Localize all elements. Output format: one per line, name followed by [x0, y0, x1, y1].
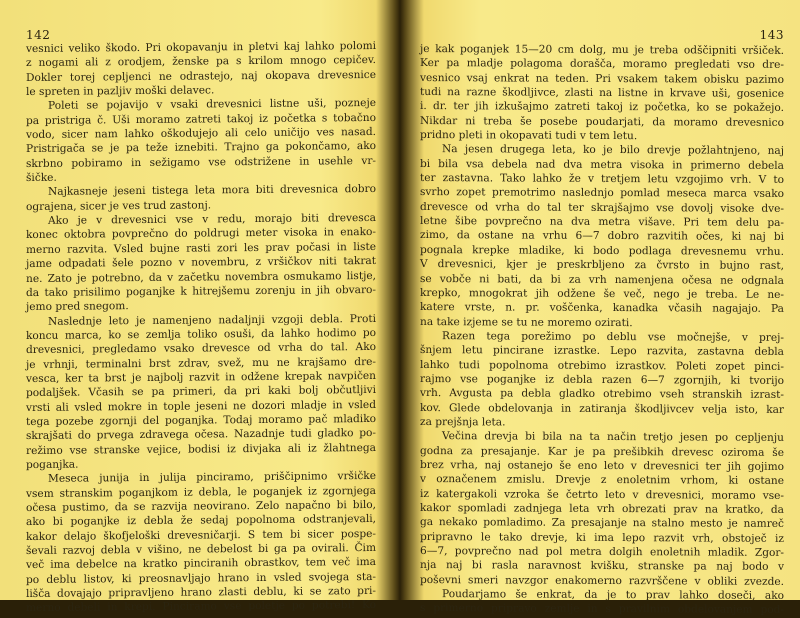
- text-line: poganjka.: [26, 458, 79, 471]
- text-line: konec oktobra povprečno do poldrugi meter visoka in enako-: [26, 226, 376, 242]
- text-line: pripravno le tako drevje, ki ima lepo razvit vrh, obstoječ iz: [420, 530, 784, 545]
- text-line: vesnico vsaj enkrat na teden. Pri vsakem takem obisku pazimo: [420, 71, 784, 86]
- text-line: kov. Glede obdelovanja in zatiranja škodljivcev velja isto, kar: [420, 401, 784, 416]
- text-line: Na jesen drugega leta, ko je bilo drevje požlahtnjeno, naj: [442, 143, 784, 158]
- text-line: s primerno pripravo zemlje in s pravilnim obdelovanjem pod-: [420, 602, 784, 617]
- text-line: podaljšek. Včasih se pa primeri, da pri kaki bolj občutljivi: [26, 384, 376, 400]
- text-line: Ako je v drevesnici vse v redu, morajo biti drevesca: [48, 212, 376, 227]
- right-page: [406, 0, 800, 617]
- left-page-text: [26, 39, 376, 616]
- text-line: iz katergakoli vzroka še četrto leto v drevesnici, moramo vse-: [420, 487, 784, 502]
- text-line: vesca, ker ta brst je najbolj razvit in odžene krepak navpičen: [26, 369, 376, 385]
- text-line: ne. Zato je potrebno, da v začetku novembra osmukamo listje,: [26, 269, 376, 285]
- text-line: jemo pred snegom.: [26, 300, 129, 314]
- text-line: jame odpadati šele pozno v novembru, z vršičkov niti takrat: [26, 255, 376, 271]
- text-line: kakor spomladi zadnjega leta vrh obrezati prav na kratko, da: [420, 502, 784, 516]
- text-line: Dokler torej cepljenci ne odrastejo, naj okopava drevesnice: [26, 68, 376, 84]
- text-line: očesa pustimo, da se razvija neovirano. Zelo napačno bi bilo,: [26, 498, 376, 514]
- text-line: brez vrha, naj ostanejo še eno leto v drevesnici ter jih gojimo: [420, 458, 784, 473]
- text-line: svrho zopet premotrimo naslednjo pomlad meseca marca vsako: [420, 186, 784, 201]
- text-line: Ker pa mladje polagoma dorašča, moramo pregledati vso dre-: [420, 57, 784, 72]
- text-line: rajmo vse poganjke iz debla razen 6—7 zgornjih, ki tvorijo: [420, 372, 784, 387]
- text-line: lišča dovajajo pripravljeno hrano zlasti deblu, ki se zato pri-: [26, 585, 376, 601]
- text-line: godna za presajanje. Kar je pa prešibkih drevesc oziroma še: [420, 444, 784, 459]
- left-page: [0, 0, 392, 615]
- text-line: vrh. Avgusta pa debla gladko otrebimo vseh stranskih izrast-: [420, 387, 784, 402]
- text-line: lahko tudi popolnoma otrebimo izrastkov. Poleti zopet pinci-: [420, 358, 784, 373]
- text-line: ter zastavna. Tako lahko že v tretjem letu vzgojimo vrh. V to: [420, 172, 784, 186]
- text-line: i. dr. ter jih izkušajmo zatreti takoj iz početka, ko se pokažejo.: [420, 100, 784, 115]
- text-line: pa pristriga č. Uši moramo zatreti takoj iz početka s tobačno: [26, 111, 376, 127]
- text-line: krepko, mnogokrat jih odžene še več, nego je treba. Le ne-: [420, 286, 784, 301]
- text-line: Nikdar ni treba še posebe poudarjati, da moramo drevesnico: [420, 114, 784, 129]
- text-line: na take izjeme se tu ne moremo ozirati.: [420, 315, 633, 329]
- text-line: tega pozebe zgornji del poganjka. Todaj moramo pač mladiko: [26, 412, 376, 428]
- text-line: zimo, da ostane na vrhu 6—7 dobro razvitih očes, ki naj bi: [420, 229, 784, 244]
- text-line: več ima debelce na kratko pinciranih obrastkov, tem več ima: [26, 556, 376, 572]
- text-line: Poleti se pojavijo v vsaki drevesnici listne uši, pozneje: [48, 97, 376, 113]
- text-line: 6—7, povprečno nad pol metra dolgih enoletnih mladik. Zgor-: [420, 545, 784, 559]
- text-line: režimo vse stranske vejice, bodisi iz divjaka ali iz žlahtnega: [26, 441, 376, 457]
- text-line: šnjem letu pincirane izrastke. Lepo razvita, zastavna debla: [420, 344, 784, 359]
- text-line: katere vrste, n. pr. voščenka, kanadka včasih nagajajo. Pa: [420, 301, 784, 316]
- text-line: Pristrigača se je pa teže iznebiti. Trajno ga pokončamo, ako: [26, 140, 376, 156]
- text-line: za prejšnja leta.: [420, 415, 506, 429]
- text-line: se vobče ni bati, da bi za vrh namenjena očesa ne odgnala: [420, 272, 784, 287]
- text-line: šičke.: [26, 171, 57, 185]
- text-line: vsem stranskim poganjkom iz debla, le poganjek iz zgornjega: [26, 484, 376, 500]
- right-page-text: [420, 42, 784, 618]
- text-line: V drevesnici, kjer je preskrbljeno za čvrsto in bujno rast,: [420, 258, 784, 273]
- text-line: Naslednje leto je namenjeno nadaljnji vzgoji debla. Proti: [48, 312, 376, 328]
- text-line: tudi na razne škodljivce, zlasti na listne in krvave uši, gosenice: [420, 86, 784, 100]
- text-line: po deblu listov, ki preosnavljajo hrano in vsled svojega sta-: [26, 570, 376, 586]
- text-line: Najkasneje jeseni tistega leta mora biti drevesnica dobro: [48, 183, 376, 199]
- text-line: letne šibe povprečno na dva metra višave. Pri tem delu pa-: [420, 215, 784, 230]
- text-line: merno razvita. Vsled bujne rasti zori les prav počasi in liste: [26, 240, 376, 256]
- text-line: vodo, sicer nam lahko oškodujejo ali celo uničijo ves nasad.: [26, 126, 376, 142]
- text-line: je vrhnji, terminalni brst zdrav, svež, mu ne krajšamo dre-: [26, 355, 376, 371]
- text-line: ševali razvoj debla v višino, ne debelost bi ga pa ovirali. Čim: [26, 541, 376, 558]
- text-line: poševni smeri navzgor enakomerno razvrščene v obliki zvezde.: [420, 573, 784, 588]
- text-line: ga nekako pomladimo. Za presajanje na stalno mesto je namreč: [420, 516, 784, 531]
- text-line: Razen tega porežimo po deblu vse močnejše, v prej-: [442, 329, 784, 344]
- text-line: drevesnici, pregledamo vsako drevesce od vrha do tal. Ako: [26, 341, 376, 357]
- text-line: nja naj bi rasla naravnost kvišku, stranske pa naj bodo v: [420, 559, 784, 574]
- text-line: bi bila vsa debela nad dva metra visoka in primerno debela: [420, 157, 784, 172]
- text-line: merno debeli in krepi. Pinciramo vse poletje po potrebi! Ko: [26, 599, 376, 615]
- text-line: pognala krepke mladike, ki bodo podlaga drevesnemu vrhu.: [420, 243, 784, 258]
- text-line: ako bi poganjke iz debla že sedaj popolnoma odstranjevali,: [26, 513, 376, 529]
- text-line: v označenem zmislu. Drevje z enoletnim vrhom, ki ostane: [420, 473, 784, 488]
- text-line: koncu marca, ko se zemlja toliko osuši, da lahko hodimo po: [26, 326, 376, 342]
- text-line: Poudarjamo še enkrat, da je to prav lahko doseči, ako: [442, 588, 784, 602]
- text-line: Meseca junija in julija pinciramo, priščipnimo vršičke: [48, 470, 376, 486]
- text-line: drevesce od vrha do tal ter skrajšajmo vse dovolj visoke dve-: [420, 200, 784, 215]
- text-line: vesnici veliko škodo. Pri okopavanju in pletvi kaj lahko polomi: [26, 39, 376, 55]
- text-line: skrbno pobiramo in sežigamo vse odstrižene in usehle vr-: [26, 154, 376, 170]
- text-line: ograjena, sicer je ves trud zastonj.: [26, 199, 212, 213]
- text-line: Večina drevja bi bila na ta način tretjo jesen po cepljenju: [442, 430, 784, 445]
- text-line: pridno pleti in okopavati tudi v tem letu.: [420, 129, 638, 143]
- text-line: skrajšati do prvega zdravega očesa. Nazadnje tudi gladko po-: [26, 427, 376, 443]
- right-page-number: 143: [759, 28, 784, 42]
- text-line: vrsti ali vsled mokre in tople jeseni ne dozori mladje in vsled: [26, 398, 376, 414]
- text-line: da tako prisilimo poganjke k hitrejšemu zorenju in jih obvaro-: [26, 283, 376, 299]
- text-line: z nogami ali z orodjem, ženske pa s krilom mnogo cepičev.: [26, 54, 376, 70]
- text-line: je kak poganjek 15—20 cm dolg, mu je treba odščipniti vršiček.: [420, 43, 784, 57]
- left-page-number: 142: [26, 28, 51, 42]
- text-line: le spreten in pazljiv moški delavec.: [26, 84, 215, 99]
- text-line: kakor delajo škofjeloški drevesničarji. S tem bi sicer pospe-: [26, 527, 376, 543]
